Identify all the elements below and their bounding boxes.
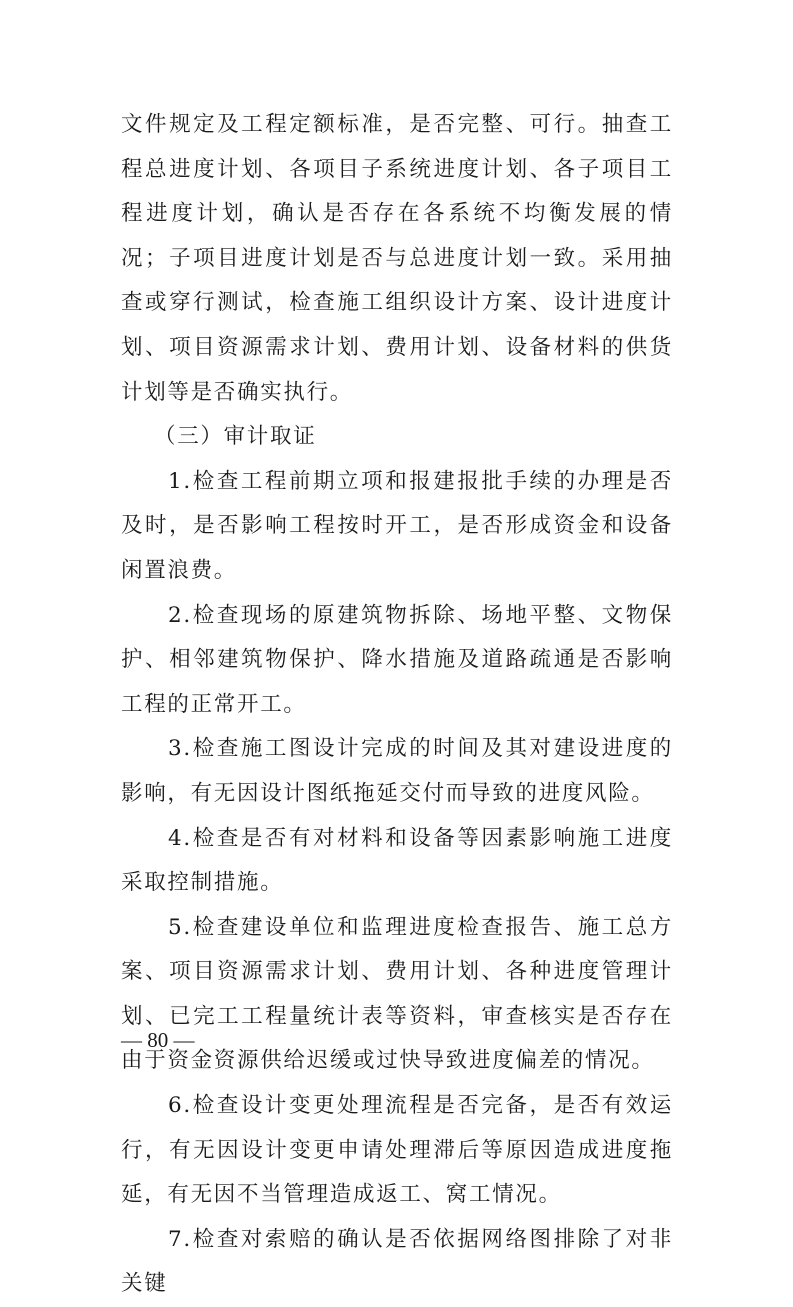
- paragraph-item-2: 2.检查现场的原建筑物拆除、场地平整、文物保护、相邻建筑物保护、降水措施及道路疏通是否影响工程的正常开工。: [121, 602, 673, 717]
- page-number: — 80 —: [121, 1028, 195, 1052]
- section-heading: （三）审计取证: [154, 424, 317, 450]
- paragraph-item-3: 3.检查施工图设计完成的时间及其对建设进度的影响，有无因设计图纸拖延交付而导致的进度风险。: [121, 736, 673, 806]
- continued-paragraph: 文件规定及工程定额标准，是否完整、可行。抽查工程总进度计划、各项目子系统进度计划、各子项目工程进度计划，确认是否存在各系统不均衡发展的情况；子项目进度计划是否与总进度计划一致。采用抽查或穿行测试，检查施工组织设计方案、设计进度计划、项目资源需求计划、费用计划、设备材料的供货计划等是否确实执行。: [121, 112, 673, 405]
- paragraph-item-6: 6.检查设计变更处理流程是否完备，是否有效运行，有无因设计变更申请处理滞后等原因造成进度拖延，有无因不当管理造成返工、窝工情况。: [121, 1093, 673, 1208]
- paragraph-item-1: 1.检查工程前期立项和报建报批手续的办理是否及时，是否影响工程按时开工，是否形成资金和设备闲置浪费。: [121, 468, 673, 583]
- paragraph-item-7: 7.检查对索赔的确认是否依据网络图排除了对非关键: [121, 1226, 673, 1297]
- body-text: [121, 103, 673, 1307]
- paragraph-item-4: 4.检查是否有对材料和设备等因素影响施工进度采取控制措施。: [121, 825, 673, 896]
- paragraph-item-5: 5.检查建设单位和监理进度检查报告、施工总方案、项目资源需求计划、费用计划、各种进度管理计划、已完工工程量统计表等资料，审查核实是否存在由于资金资源供给迟缓或过快导致进度偏差的情况。: [121, 914, 673, 1074]
